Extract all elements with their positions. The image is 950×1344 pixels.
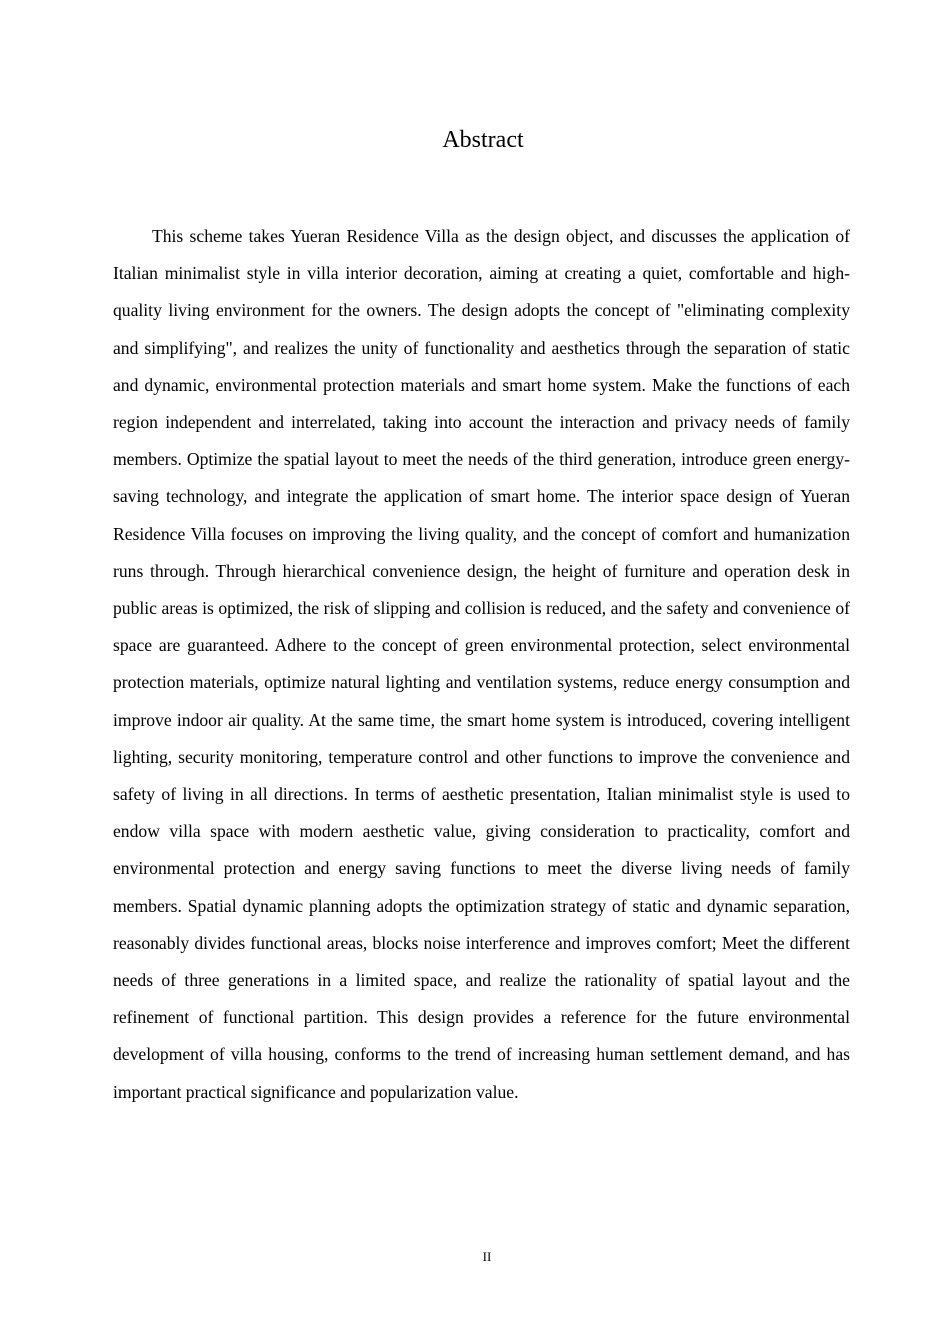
abstract-paragraph: This scheme takes Yueran Residence Villa as the design object, and discusses the application of Italian minimalist style in villa interior decoration, aiming at creating a quiet, comfortable and high-quality living environment for the owners. The design adopts the concept of "eliminating complexity and simplifying", and realizes the unity of functionality and aesthetics through the separation of static and dynamic, environmental protection materials and smart home system. Make the functions of each region independent and interrelated, taking into account the interaction and privacy needs of family members. Optimize the spatial layout to meet the needs of the third generation, introduce green energy-saving technology, and integrate the application of smart home. The interior space design of Yueran Residence Villa focuses on improving the living quality, and the concept of comfort and humanization runs through. Through hierarchical convenience design, the height of furniture and operation desk in public areas is optimized, the risk of slipping and collision is reduced, and the safety and convenience of space are guaranteed. Adhere to the concept of green environmental protection, select environmental protection materials, optimize natural lighting and ventilation systems, reduce energy consumption and improve indoor air quality. At the same time, the smart home system is introduced, covering intelligent lighting, security monitoring, temperature control and other functions to improve the convenience and safety of living in all directions. In terms of aesthetic presentation, Italian minimalist style is used to endow villa space with modern aesthetic value, giving consideration to practicality, comfort and environmental protection and energy saving functions to meet the diverse living needs of family members. Spatial dynamic planning adopts the optimization strategy of static and dynamic separation, reasonably divides functional areas, blocks noise interference and improves comfort; Meet the different needs of three generations in a limited space, and realize the rationality of spatial layout and the refinement of functional partition. This design provides a reference for the future environmental development of villa housing, conforms to the trend of increasing human settlement demand, and has important practical significance and popularization value. <box>113 226 850 1102</box>
page-title: Abstract <box>442 127 524 153</box>
page-number: II <box>482 1249 492 1264</box>
